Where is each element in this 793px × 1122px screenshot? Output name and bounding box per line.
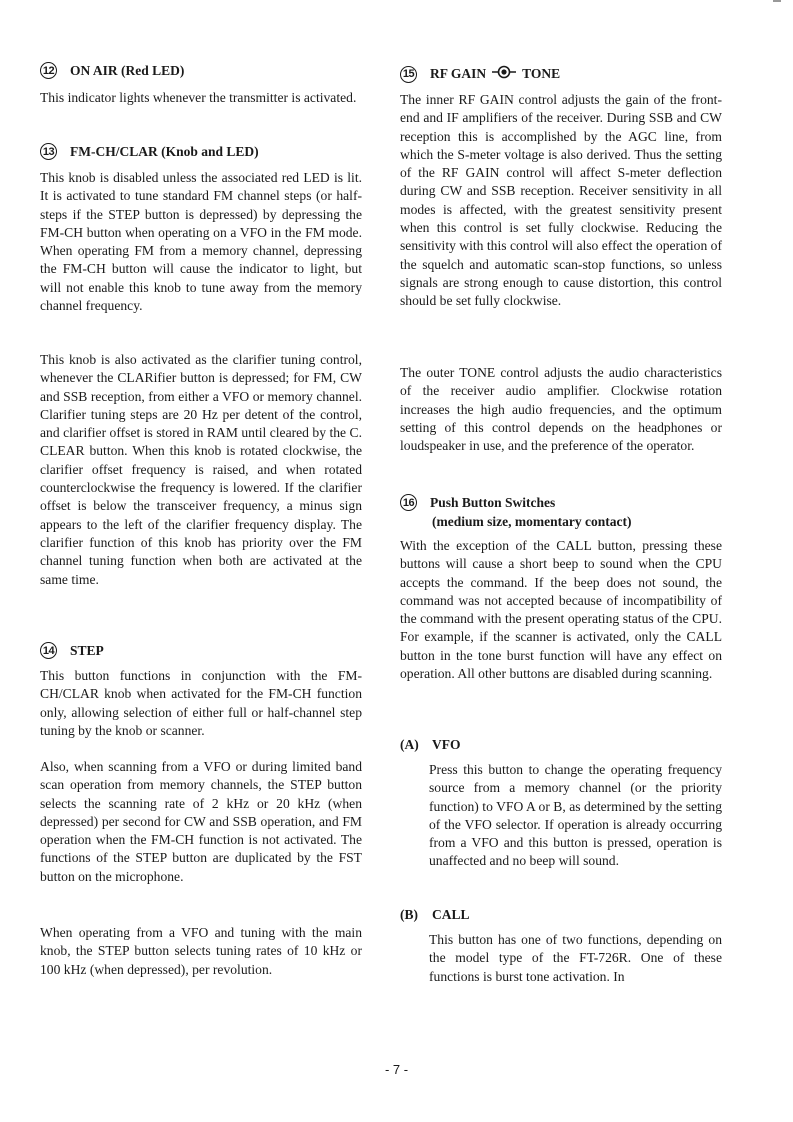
section-13-paragraph-2: This knob is also activated as the clarifier tuning control, whenever the CLARifier button is depressed; for FM, CW and SSB reception, from either a VFO or memory channel. Clarifier tuning steps are 20 Hz per detent of the control, and clarifier offset is stored in RAM until cleared by the C. CLEAR button. When this knob is rotated clockwise, the clarifier offset frequency is raised, and when rotated counterclockwise the frequency is lowered. If the clarifier offset is below the transceiver frequency, a minus sign appears to the left of the clarifier frequency display. The clarifier function of this knob has priority over the FM channel tuning function when both are activated at the same time. xyxy=(40,352,362,587)
item-text: Press this button to change the operating frequency source from a memory channel (or the priority function) to VFO A or B, as determined by the setting of the VFO selector. If operation is already occurring from a VFO and this button is pressed, operation is unaffected and no beep will sound. xyxy=(429,762,722,869)
section-15-paragraph-1: The inner RF GAIN control adjusts the gain of the front-end and IF amplifiers of the receiver. During SSB and CW reception this is accomplished by the AGC line, from which the S-meter voltage is also derived. Thus the setting of the RF GAIN control will affect S-meter deflection during CW and SSB reception. Receiver sensitivity in all modes is affected, with the greatest sensitivity present when this control is set fully clockwise. Reducing the sensitivity with this control will also effect the operation of the squelch and automatic scan-stop functions, so unless signals are strong enough to cause distortion, this control should be set fully clockwise. xyxy=(400,92,722,309)
section-15-heading xyxy=(400,65,560,83)
section-14-heading xyxy=(40,642,104,659)
section-title: ON AIR (Red LED) xyxy=(70,62,185,78)
item-text: This button has one of two functions, depending on the model type of the FT-726R. One of these functions is burst tone activation. In xyxy=(429,932,722,984)
section-number-circle: 16 xyxy=(400,494,417,511)
item-title: CALL xyxy=(432,907,470,922)
section-number-circle: 14 xyxy=(40,642,57,659)
section-13-heading xyxy=(40,143,259,160)
section-14-paragraph-1: This button functions in conjunction with the FM-CH/CLAR knob when activated for the FM-CH function only, allowing selection of either full or half-channel step tuning by the knob or scanner. xyxy=(40,668,362,738)
section-title: Push Button Switches xyxy=(430,494,556,510)
section-title-rf-gain: RF GAIN xyxy=(430,66,487,81)
item-title: VFO xyxy=(432,737,461,752)
section-title: FM-CH/CLAR (Knob and LED) xyxy=(70,143,259,159)
page-edge-mark xyxy=(773,0,781,2)
section-16-paragraph: With the exception of the CALL button, pressing these buttons will cause a short beep to sound when the CPU accepts the command. If the beep does not sound, the command was not accepted because of incompatibility of the command with the present operating status of the CPU. For example, if the scanner is activated, only the CALL button in the tone burst function will have any effect on operation. All other buttons are disabled during scanning. xyxy=(400,538,722,682)
section-number-circle: 12 xyxy=(40,62,57,79)
item-label: (A) xyxy=(400,737,419,752)
section-12-paragraph: This indicator lights whenever the transmitter is activated. xyxy=(40,90,357,105)
section-number-circle: 15 xyxy=(400,66,417,83)
section-13-paragraph-1: This knob is disabled unless the associated red LED is lit. It is activated to tune standard FM channel steps (or half-steps if the STEP button is depressed) by depressing the FM-CH button when operating on a VFO in the FM mode. When operating FM from a memory channel, depressing the FM-CH button will cause the indicator to light, but will not enable this knob to tune away from the memory channel frequency. xyxy=(40,170,362,314)
section-14-paragraph-2: Also, when scanning from a VFO or during limited band scan operation from memory channels, the STEP button selects the scanning rate of 2 kHz or 20 kHz (when depressed) per second for CW and SSB operation, and FM operation when the FM-CH function is not activated. The functions of the STEP button are duplicated by the FST button on the microphone. xyxy=(40,759,362,884)
section-title: STEP xyxy=(70,642,104,658)
section-16-subtitle: (medium size, momentary contact) xyxy=(432,514,632,529)
item-label: (B) xyxy=(400,907,418,922)
section-14-paragraph-3: When operating from a VFO and tuning with the main knob, the STEP button selects tuning rates of 10 kHz or 100 kHz (when depressed), per revolution. xyxy=(40,925,362,977)
section-12-heading xyxy=(40,62,184,79)
page-number: - 7 - xyxy=(384,1062,409,1077)
concentric-knob-icon xyxy=(492,65,516,83)
section-15-paragraph-2: The outer TONE control adjusts the audio characteristics of the receiver audio amplifier. Clockwise rotation increases the high audio frequencies, and the optimum setting of this control depends on the headphones or loudspeaker in use, and the preference of the operator. xyxy=(400,365,722,454)
section-title-tone: TONE xyxy=(522,66,561,81)
section-16-heading xyxy=(400,494,555,511)
section-number-circle: 13 xyxy=(40,143,57,160)
